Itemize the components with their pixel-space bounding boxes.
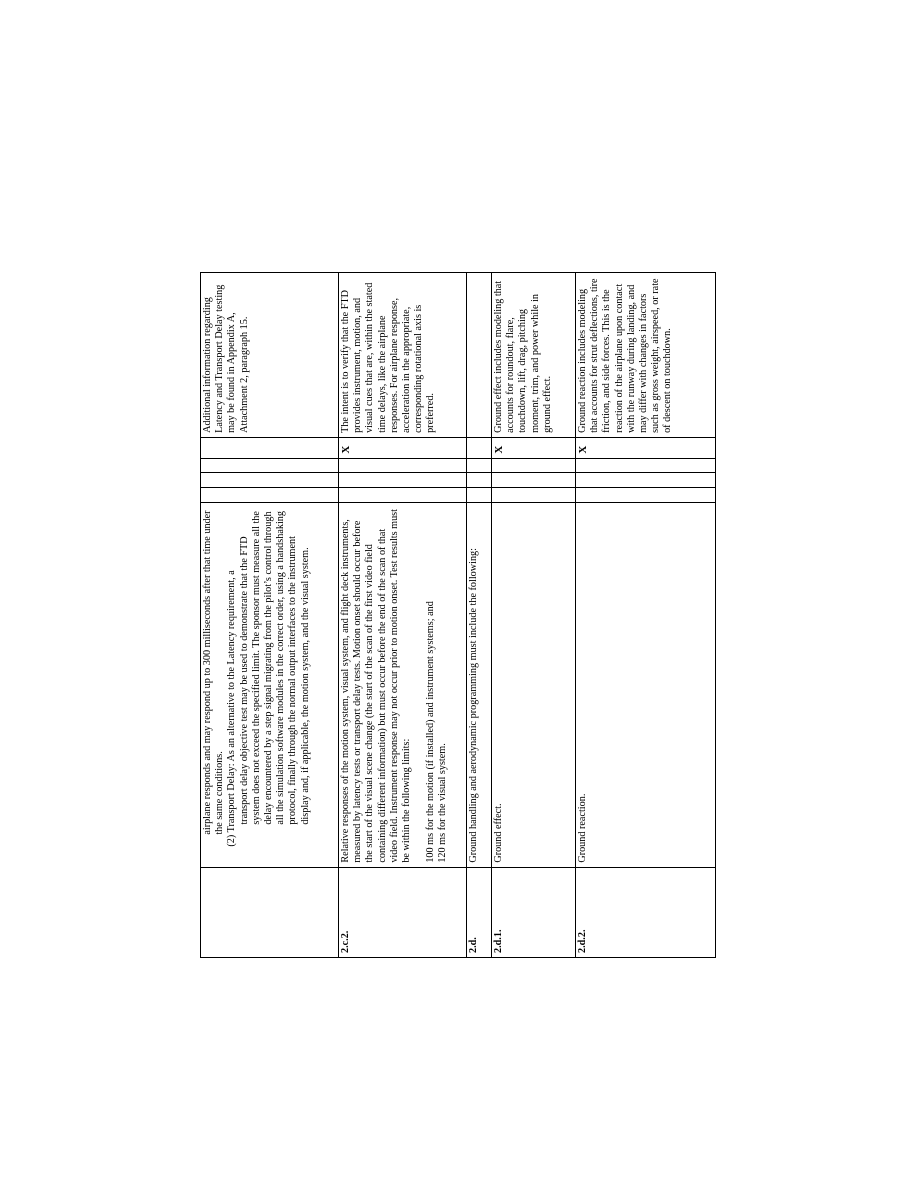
requirement-text: airplane responds and may respond up to 300 milliseconds after that time under the same conditions. (2) Transport Delay: As an alternative to the Latency requirement, a transport delay objective test may be used to demonstrate that the FTD system does not exceed the specified limit. The sponsor must measure all the delay encountered by a step signal migrating from the pilot’s control through all the simulation software modules in the correct order, using a handshaking protocol, finally through the normal output interfaces to the instrument display and, if applicable, the motion system, and the visual system. [201, 502, 339, 867]
information-text: Additional information regarding Latency and Transport Delay testing may be found in Appendix A, Attachment 2, paragraph 15. [201, 273, 339, 438]
information-text [467, 273, 492, 438]
level-cell [201, 458, 339, 473]
table-row [339, 273, 467, 958]
rotated-page-content [200, 272, 718, 958]
information-text: Ground effect includes modeling that accounts for roundout, flare, touchdown, lift, drag, pitching moment, trim, and power while in ground effect. [492, 273, 576, 438]
row-number: 2.c.2. [339, 867, 467, 957]
ftd-requirements-table [200, 272, 716, 958]
table-row [467, 273, 492, 958]
level-cell [467, 473, 492, 488]
level-cell [576, 458, 716, 473]
requirement-text: Relative responses of the motion system, visual system, and flight deck instruments, measured by latency tests or transport delay tests. Motion onset should occur before the start of the visual scene change (the start of the scan of the first video field containing different information) but must occur before the end of the scan of that video field. Instrument response may not occur prior to motion onset. Test results must be within the following limits: 100 ms for the motion (if installed) and instrument systems; and 120 ms for the visual system. [339, 502, 467, 867]
table-row [201, 273, 339, 958]
level-mark: X [492, 437, 576, 458]
requirement-text: Ground handling and aerodynamic programming must include the following: [467, 502, 492, 867]
level-cell [201, 473, 339, 488]
level-cell [339, 487, 467, 502]
level-mark [201, 437, 339, 458]
requirement-text: Ground effect. [492, 502, 576, 867]
row-number [201, 867, 339, 957]
level-cell [339, 473, 467, 488]
information-text: The intent is to verify that the FTD provides instrument, motion, and visual cues that are, within the stated time delays, like the airplane responses. For airplane response, acceleration in the appropriate, corresponding rotational axis is preferred. [339, 273, 467, 438]
row-number: 2.d. [467, 867, 492, 957]
level-cell [492, 487, 576, 502]
level-cell [492, 458, 576, 473]
table-row [492, 273, 576, 958]
information-text: Ground reaction includes modeling that accounts for strut deflections, tire friction, and side forces. This is the reaction of the airplane upon contact with the runway during landing, and may differ with changes in factors such as gross weight, airspeed, or rate of descent on touchdown. [576, 273, 716, 438]
level-cell [339, 458, 467, 473]
table-row [576, 273, 716, 958]
level-mark: X [576, 437, 716, 458]
level-cell [576, 473, 716, 488]
row-number: 2.d.1. [492, 867, 576, 957]
level-cell [201, 487, 339, 502]
level-cell [576, 487, 716, 502]
level-cell [492, 473, 576, 488]
row-number: 2.d.2. [576, 867, 716, 957]
requirement-text: Ground reaction. [576, 502, 716, 867]
level-mark [467, 437, 492, 458]
level-mark: X [339, 437, 467, 458]
level-cell [467, 458, 492, 473]
level-cell [467, 487, 492, 502]
